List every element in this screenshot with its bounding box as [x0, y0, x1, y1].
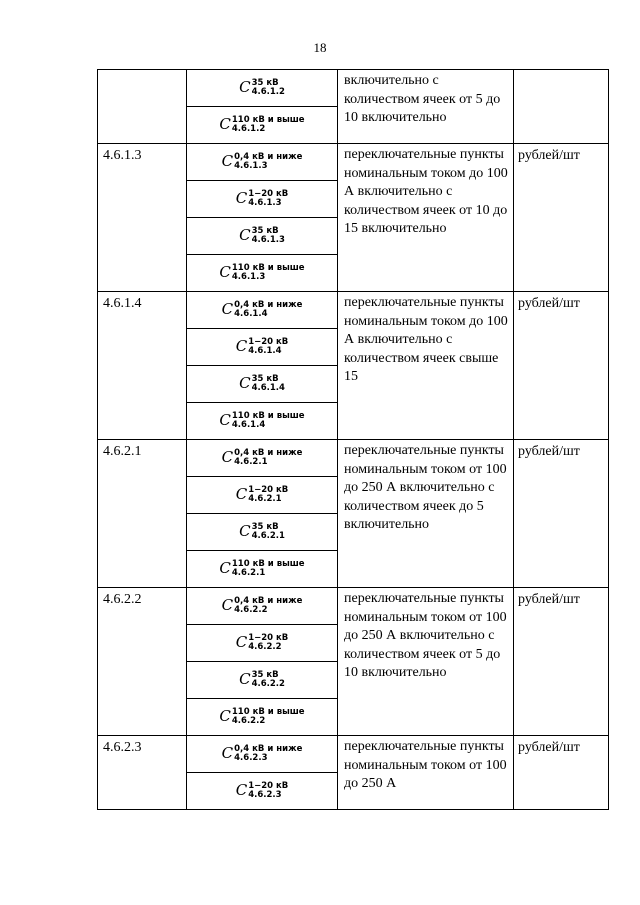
tariff-formula	[222, 597, 303, 615]
formula-superscript: 0,4 кВ и ниже	[234, 743, 303, 754]
item-code: 4.6.1.3	[98, 144, 187, 292]
tariff-formula	[239, 79, 285, 97]
formula-superscript: 35 кВ	[251, 77, 279, 88]
formula-subscript: 4.6.1.3	[231, 271, 266, 282]
formula-subscript: 4.6.2.1	[251, 530, 285, 541]
tariff-formula	[219, 264, 304, 282]
formula-subscript: 4.6.1.2	[251, 86, 285, 97]
formula-subscript: 4.6.2.1	[231, 567, 266, 578]
tariff-formula	[236, 486, 289, 504]
table-row	[98, 736, 609, 773]
formula-symbol: C	[239, 226, 251, 245]
formula-cell	[187, 329, 338, 366]
formula-superscript: 110 кВ и выше	[231, 114, 305, 125]
formula-cell	[187, 144, 338, 181]
formula-subscript: 4.6.2.2	[234, 604, 268, 615]
formula-symbol: C	[239, 670, 251, 689]
formula-superscript: 1−20 кВ	[248, 484, 289, 495]
item-code: 4.6.2.1	[98, 440, 187, 588]
formula-superscript: 110 кВ и выше	[231, 410, 305, 421]
formula-subscript: 4.6.1.4	[251, 382, 285, 393]
formula-superscript: 1−20 кВ	[248, 632, 289, 643]
item-code: 4.6.2.2	[98, 588, 187, 736]
formula-symbol: C	[221, 300, 234, 319]
item-description: переключательные пункты номинальным током от 100 до 250 А включительно с количеством ячеек до 5 включительно	[338, 440, 514, 588]
formula-subscript: 4.6.2.3	[248, 789, 282, 800]
item-unit: рублей/шт	[514, 144, 609, 292]
tariff-formula	[219, 708, 304, 726]
tariff-formula	[222, 745, 303, 763]
formula-superscript: 35 кВ	[251, 521, 279, 532]
formula-symbol: C	[221, 596, 234, 615]
tariff-formula	[236, 190, 289, 208]
formula-symbol: C	[235, 633, 248, 652]
tariff-formula	[222, 301, 303, 319]
formula-symbol: C	[235, 485, 248, 504]
formula-cell	[187, 514, 338, 551]
formula-subscript: 4.6.1.3	[251, 234, 285, 245]
item-code: 4.6.2.3	[98, 736, 187, 810]
formula-cell	[187, 403, 338, 440]
item-code: 4.6.1.4	[98, 292, 187, 440]
formula-superscript: 110 кВ и выше	[231, 706, 305, 717]
tariff-formula	[219, 116, 304, 134]
formula-subscript: 4.6.2.3	[234, 752, 268, 763]
tariff-formula	[239, 671, 285, 689]
formula-cell	[187, 736, 338, 773]
formula-superscript: 110 кВ и выше	[231, 262, 305, 273]
formula-cell	[187, 773, 338, 810]
item-unit: рублей/шт	[514, 588, 609, 736]
table-row	[98, 292, 609, 329]
formula-symbol: C	[221, 744, 234, 763]
formula-symbol: C	[219, 707, 231, 726]
formula-cell	[187, 366, 338, 403]
page-number: 18	[313, 40, 327, 55]
formula-symbol: C	[219, 559, 231, 578]
formula-superscript: 110 кВ и выше	[231, 558, 305, 569]
formula-symbol: C	[219, 115, 231, 134]
item-unit: рублей/шт	[514, 440, 609, 588]
formula-subscript: 4.6.2.2	[231, 715, 266, 726]
tariff-formula	[219, 560, 304, 578]
formula-superscript: 35 кВ	[251, 225, 279, 236]
item-unit: рублей/шт	[514, 736, 609, 810]
formula-subscript: 4.6.1.3	[248, 197, 282, 208]
table-row	[98, 588, 609, 625]
tariff-formula	[219, 412, 304, 430]
formula-cell	[187, 70, 338, 107]
formula-subscript: 4.6.2.1	[248, 493, 282, 504]
formula-subscript: 4.6.2.2	[251, 678, 285, 689]
formula-symbol: C	[221, 152, 234, 171]
tariff-formula	[236, 338, 289, 356]
item-description: включительно с количеством ячеек от 5 до 10 включительно	[338, 70, 514, 144]
formula-cell	[187, 588, 338, 625]
formula-cell	[187, 292, 338, 329]
formula-symbol: C	[221, 448, 234, 467]
formula-subscript: 4.6.2.1	[234, 456, 268, 467]
item-description: переключательные пункты номинальным током до 100 А включительно с количеством ячеек свыше 15	[338, 292, 514, 440]
formula-symbol: C	[219, 411, 231, 430]
formula-symbol: C	[239, 522, 251, 541]
tariff-formula	[239, 375, 285, 393]
formula-superscript: 0,4 кВ и ниже	[234, 299, 303, 310]
formula-superscript: 0,4 кВ и ниже	[234, 447, 303, 458]
formula-cell	[187, 218, 338, 255]
table-row	[98, 144, 609, 181]
formula-cell	[187, 477, 338, 514]
formula-superscript: 35 кВ	[251, 669, 279, 680]
item-description: переключательные пункты номинальным током от 100 до 250 А	[338, 736, 514, 810]
formula-symbol: C	[235, 189, 248, 208]
formula-subscript: 4.6.1.3	[234, 160, 268, 171]
formula-subscript: 4.6.1.2	[231, 123, 266, 134]
formula-subscript: 4.6.1.4	[248, 345, 282, 356]
formula-cell	[187, 440, 338, 477]
formula-symbol: C	[219, 263, 231, 282]
formula-subscript: 4.6.1.4	[231, 419, 266, 430]
formula-cell	[187, 662, 338, 699]
tariff-table	[97, 69, 609, 810]
formula-symbol: C	[239, 78, 251, 97]
formula-cell	[187, 107, 338, 144]
formula-superscript: 0,4 кВ и ниже	[234, 151, 303, 162]
formula-cell	[187, 181, 338, 218]
formula-superscript: 1−20 кВ	[248, 336, 289, 347]
formula-symbol: C	[239, 374, 251, 393]
formula-superscript: 35 кВ	[251, 373, 279, 384]
item-code	[98, 70, 187, 144]
table-row	[98, 440, 609, 477]
tariff-formula	[239, 523, 285, 541]
formula-cell	[187, 699, 338, 736]
formula-cell	[187, 255, 338, 292]
tariff-formula	[239, 227, 285, 245]
tariff-formula	[222, 449, 303, 467]
formula-cell	[187, 625, 338, 662]
formula-symbol: C	[235, 781, 248, 800]
item-unit	[514, 70, 609, 144]
item-description: переключательные пункты номинальным током до 100 А включительно с количеством ячеек от 10 до 15 включительно	[338, 144, 514, 292]
tariff-formula	[236, 634, 289, 652]
tariff-formula	[222, 153, 303, 171]
formula-superscript: 1−20 кВ	[248, 188, 289, 199]
formula-subscript: 4.6.1.4	[234, 308, 268, 319]
formula-symbol: C	[235, 337, 248, 356]
formula-subscript: 4.6.2.2	[248, 641, 282, 652]
item-description: переключательные пункты номинальным током от 100 до 250 А включительно с количеством ячеек от 5 до 10 включительно	[338, 588, 514, 736]
formula-superscript: 0,4 кВ и ниже	[234, 595, 303, 606]
tariff-formula	[236, 782, 289, 800]
item-unit: рублей/шт	[514, 292, 609, 440]
formula-cell	[187, 551, 338, 588]
formula-superscript: 1−20 кВ	[248, 780, 289, 791]
table-row	[98, 70, 609, 107]
